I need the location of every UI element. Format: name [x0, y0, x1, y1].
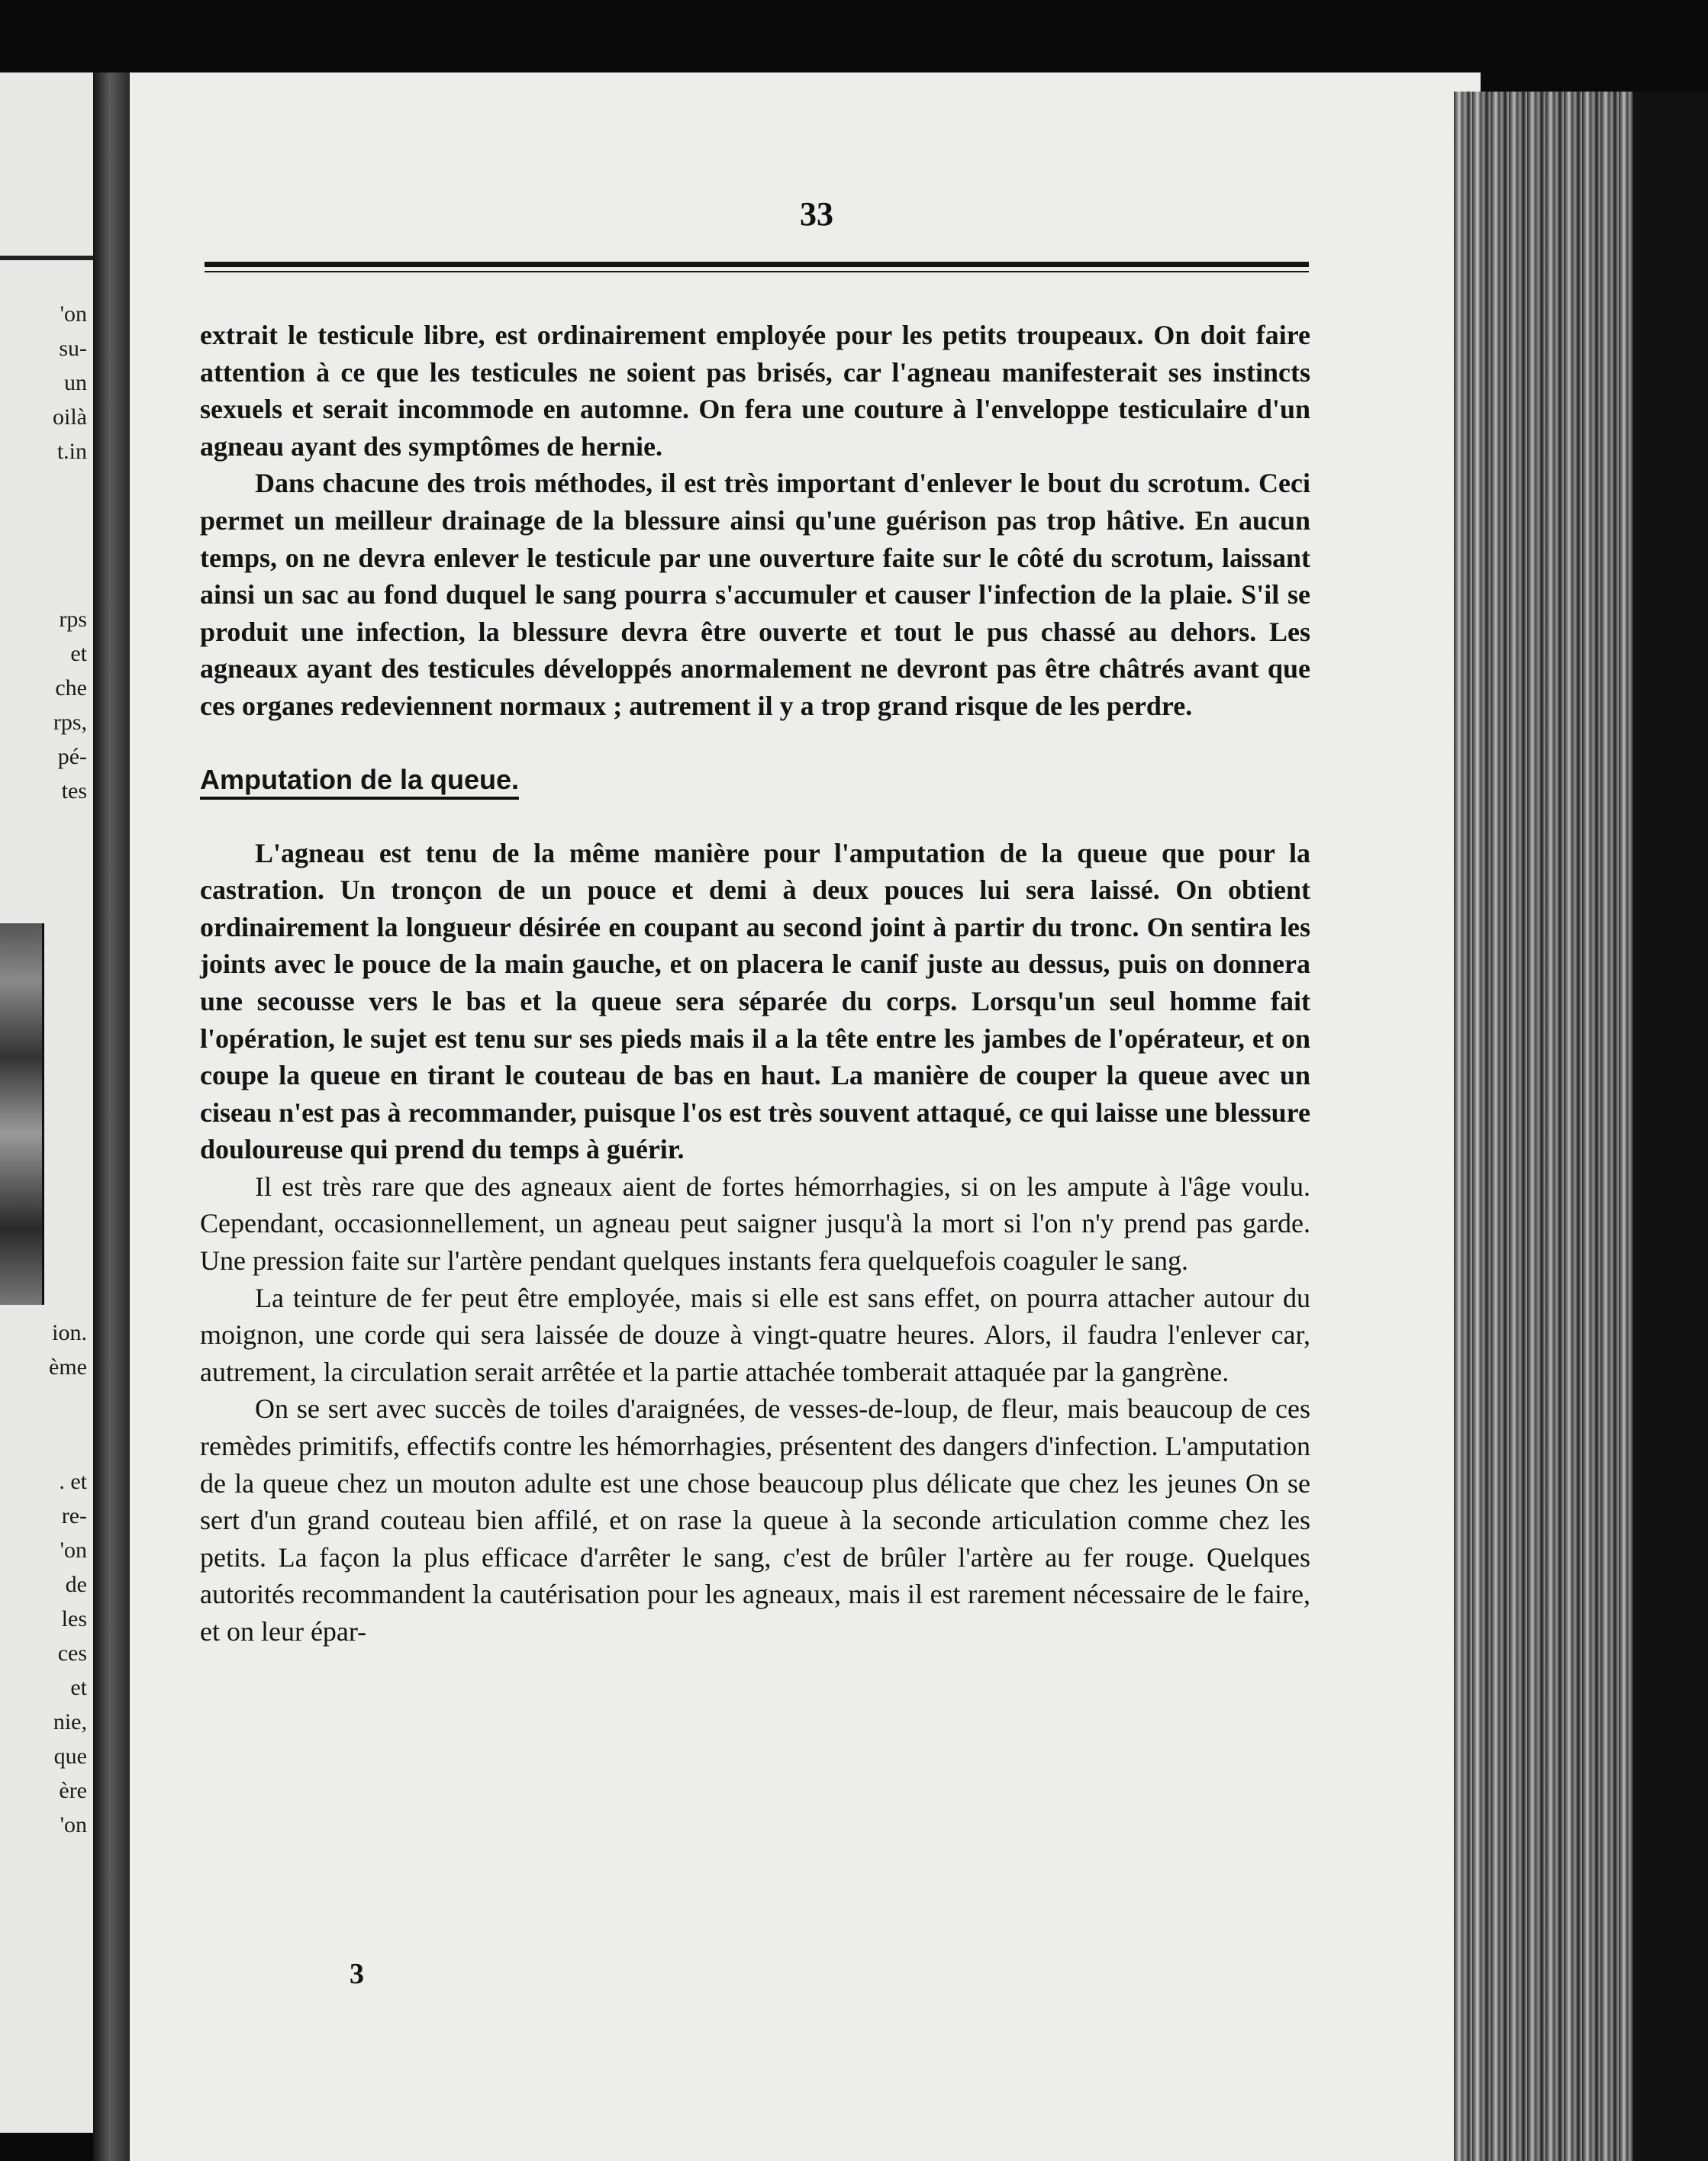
paragraph: L'agneau est tenu de la même manière pour l'amputation de la queue que pour la castration. Un tronçon de un pouce et demi à deux pouces lui sera laissé. On obtient ordinairement la longueur désirée en coupant au second joint à partir du tronc. On sentira les joints avec le pouce de la main gauche, et on placera le canif juste au dessus, puis on donnera une secousse vers le bas et la queue sera séparée du corps. Lorsqu'un seul homme fait l'opération, le sujet est tenu sur ses pieds mais il a la tête entre les jambes de l'opérateur, et on coupe la queue en tirant le couteau de bas en haut. La manière de couper la queue avec un ciseau n'est pas à recommander, puisque l'os est très souvent attaqué, ce qui laisse une blessure douloureuse qui prend du temps à guérir.: [200, 837, 1310, 1165]
page-body: [200, 317, 1310, 1651]
section-heading: [200, 762, 1310, 798]
left-page-fragment: de: [65, 1572, 87, 1597]
left-page-fragment: que: [53, 1744, 87, 1769]
main-page: [130, 72, 1481, 2161]
left-page-fragment: un: [64, 370, 87, 395]
left-page-fragment: 'on: [60, 1812, 87, 1837]
left-page-fragment: 'on: [60, 301, 87, 327]
left-page-fragment: re-: [61, 1503, 87, 1528]
left-page-fragment: 'on: [60, 1538, 87, 1563]
left-page-fragment: . et: [59, 1469, 87, 1494]
left-page-fragment: et: [70, 1675, 87, 1700]
left-page-fragment: ème: [49, 1354, 87, 1380]
paragraph: Il est très rare que des agneaux aient de fortes hémorrhagies, si on les ampute à l'âge voulu. Cependant, occasionnellement, un agneau peut saigner jusqu'à la mort si l'on n'y prend pas garde. Une pression faite sur l'artère pendant quelques instants fera quelquefois coaguler le sang.: [200, 1171, 1310, 1277]
header-rule: [205, 262, 1309, 272]
paragraph: extrait le testicule libre, est ordinairement employée pour les petits troupeaux. On doit faire attention à ce que les testicules ne soient pas brisés, car l'agneau manifesterait ses instincts sexuels et serait incommode en automne. On fera une couture à l'enveloppe testiculaire d'un agneau ayant des symptômes de hernie.: [200, 320, 1310, 462]
left-page-fragment: ces: [57, 1641, 87, 1666]
left-page-fragment: che: [55, 675, 87, 700]
left-page-rule: [0, 256, 93, 260]
left-page-fragment: ion.: [52, 1320, 87, 1345]
left-page-fragment: t.in: [56, 439, 87, 464]
page-number: 33: [800, 195, 833, 233]
paragraph: Dans chacune des trois méthodes, il est très important d'enlever le bout du scrotum. Ceci permet un meilleur drainage de la blessure ainsi qu'une guérison pas trop hâtive. En aucun temps, on ne devra enlever le testicule par une ouverture faite sur le côté du scrotum, laissant ainsi un sac au fond duquel le sang pourra s'accumuler et causer l'infection de la plaie. S'il se produit une infection, la blessure devra être ouverte et tout le pus chassé au dehors. Les agneaux ayant des testicules développés anormalement ne devront pas être châtrés avant que ces organes redeviennent normaux ; autrement il y a trop grand risque de les perdre.: [200, 468, 1310, 721]
left-page-photo-edge: [0, 923, 44, 1305]
left-page-fragment: et: [70, 641, 87, 666]
left-page-fragment: pé-: [57, 744, 87, 769]
section-heading-text: Amputation de la queue.: [200, 764, 519, 800]
left-page-fragment: tes: [61, 778, 87, 804]
left-page-fragment: rps: [59, 607, 87, 632]
left-page-fragment: su-: [59, 336, 87, 361]
book-edge-shadow: [1633, 92, 1708, 2161]
left-page-fragment: oilà: [53, 404, 87, 430]
left-page-fragment: les: [61, 1606, 87, 1631]
left-page-fragment: rps,: [53, 710, 87, 735]
left-facing-page: [0, 72, 93, 2133]
left-page-fragment: nie,: [53, 1709, 87, 1734]
signature-mark: 3: [350, 1958, 364, 1990]
paragraph: On se sert avec succès de toiles d'araignées, de vesses-de-loup, de fleur, mais beaucoup de ces remèdes primitifs, effectifs contre les hémorrhagies, présentent des dangers d'infection. L'amputation de la queue chez un mouton adulte est une chose beaucoup plus délicate que chez les jeunes On se sert d'un grand couteau bien affilé, et on rase la queue à la seconde articulation comme chez les petits. La façon la plus efficace d'arrêter le sang, c'est de brûler l'artère au fer rouge. Quelques autorités recommandent la cautérisation pour les agneaux, mais il est rarement nécessaire de le faire, et on leur épar-: [200, 1393, 1310, 1647]
paragraph: La teinture de fer peut être employée, mais si elle est sans effet, on pourra attacher autour du moignon, une corde qui sera laissée de douze à vingt-quatre heures. Alors, il faudra l'enlever car, autrement, la circulation serait arrêtée et la partie attachée tomberait attaquée par la gangrène.: [200, 1282, 1310, 1387]
left-page-fragment: ère: [59, 1778, 87, 1803]
book-gutter: [93, 72, 130, 2161]
